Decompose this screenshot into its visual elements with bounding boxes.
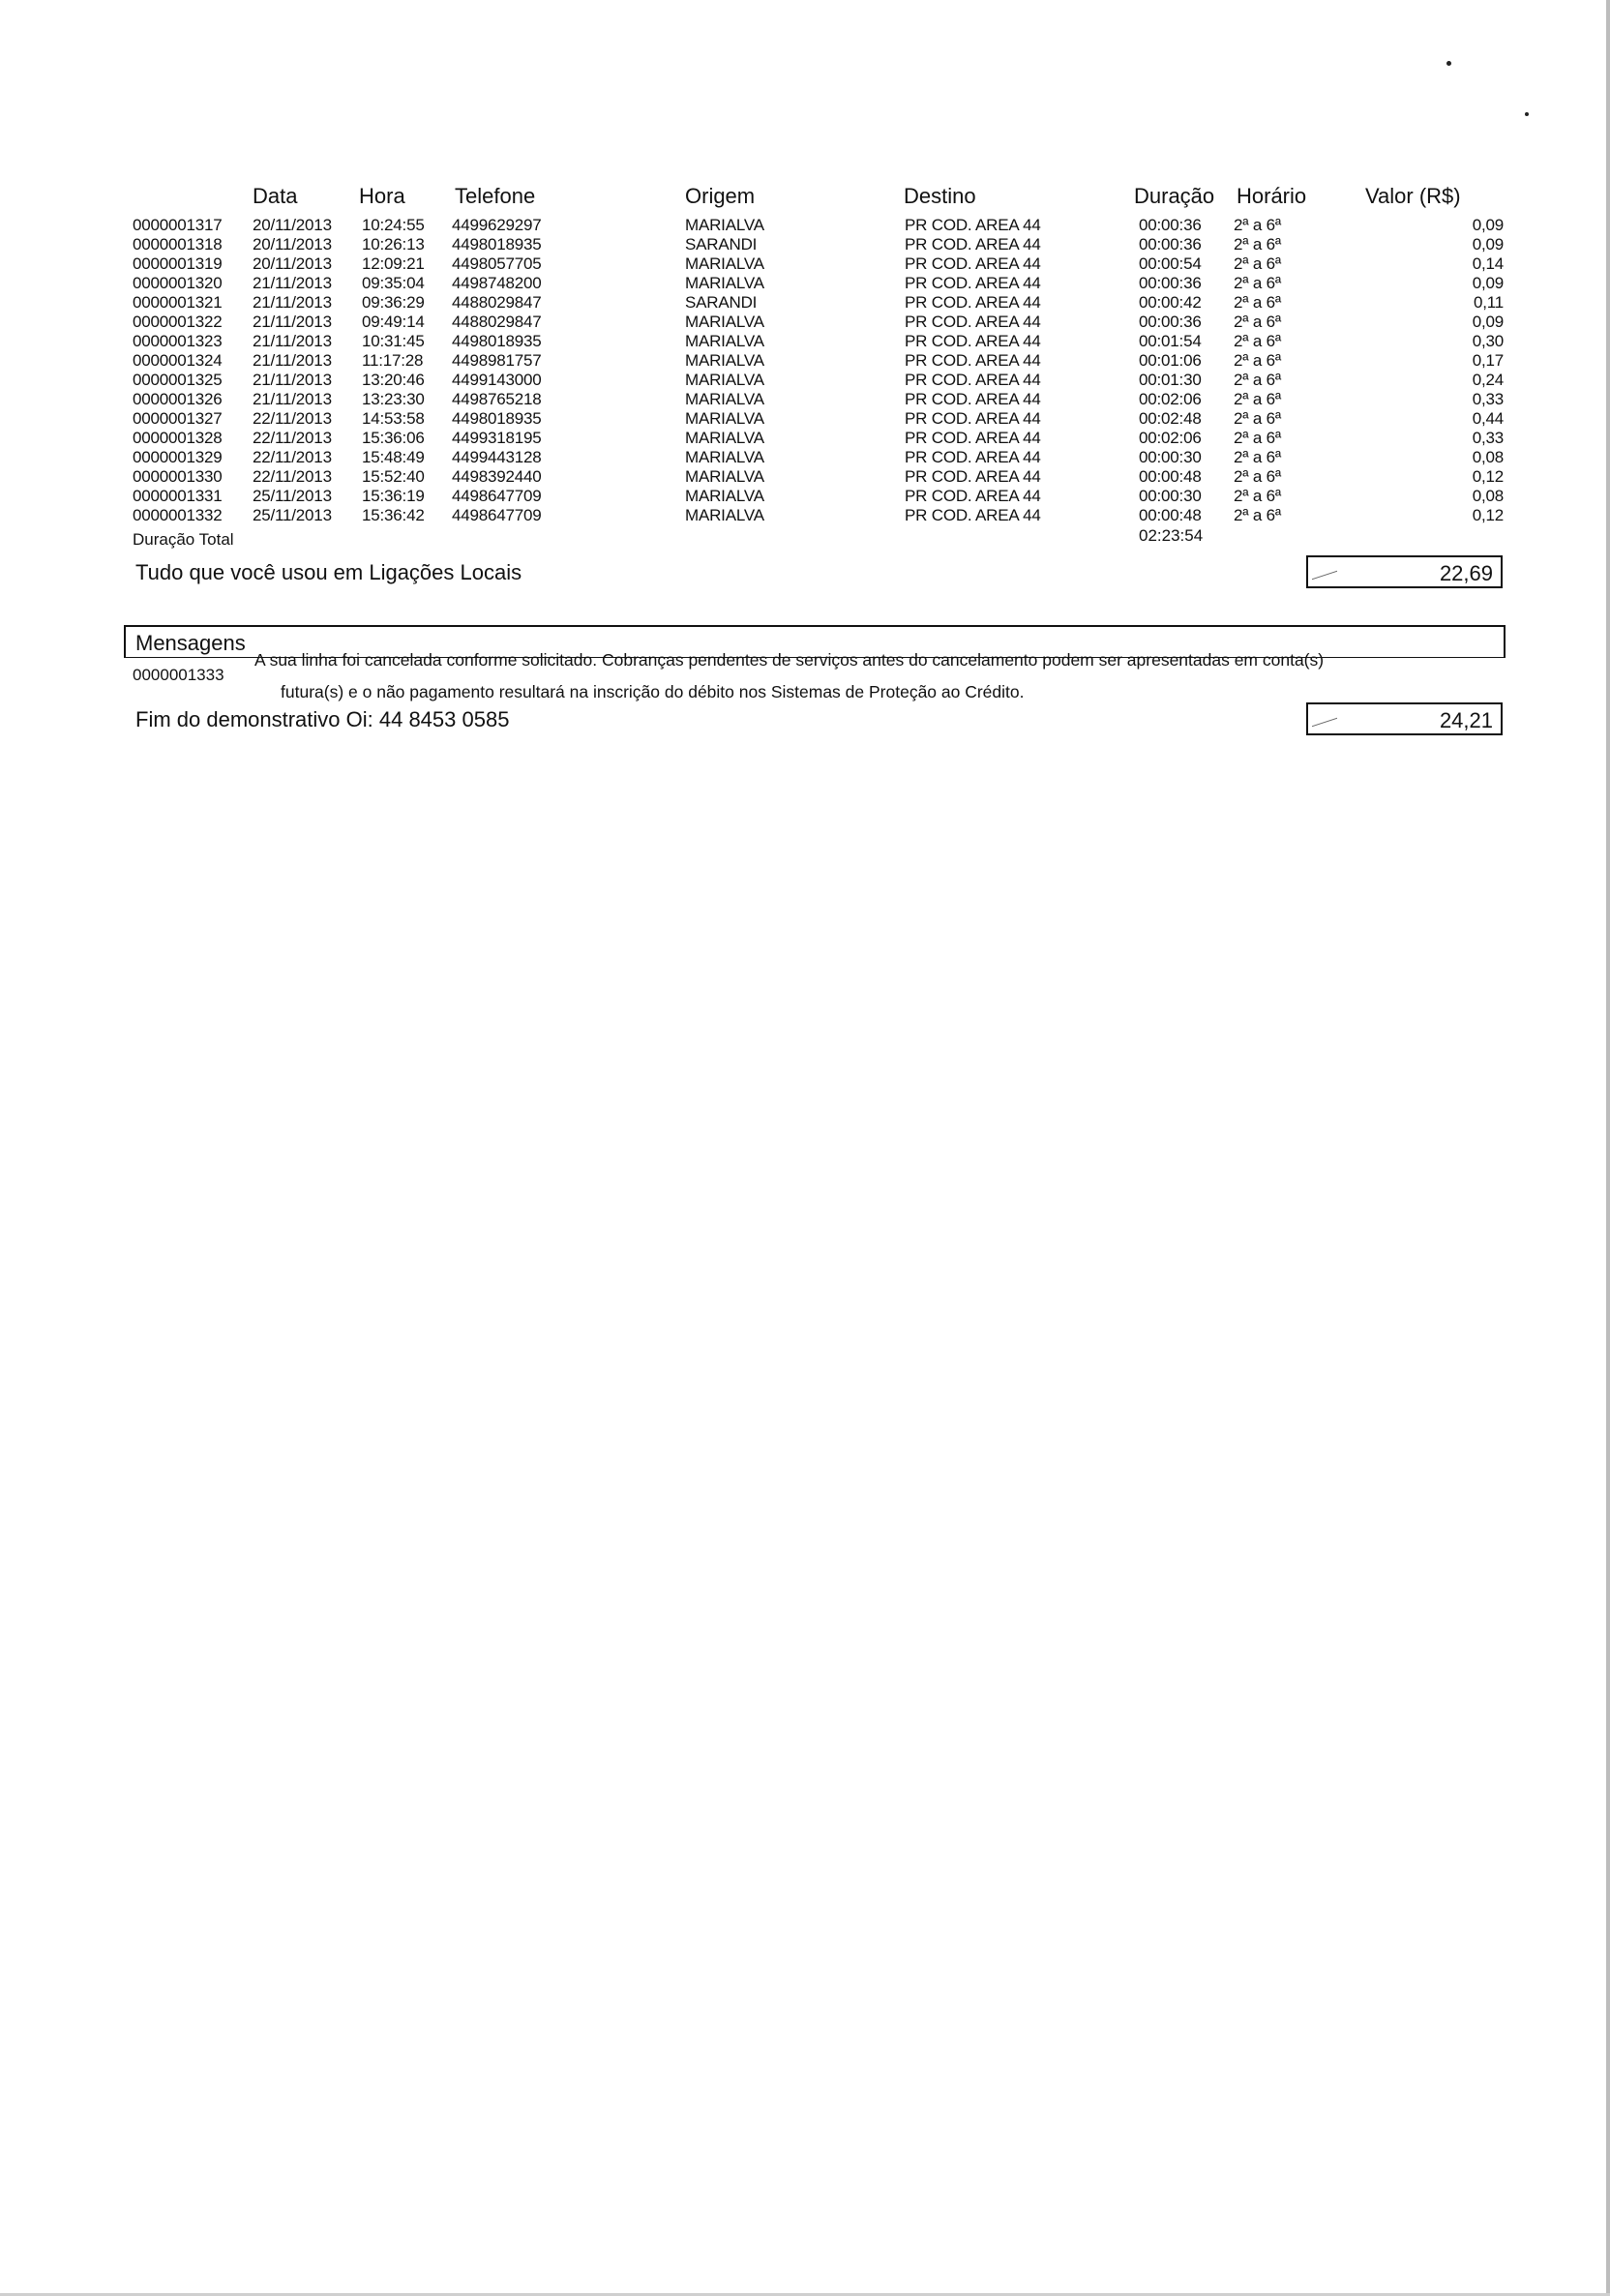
cell-date: 21/11/2013 [253,390,332,408]
cell-origin: MARIALVA [685,313,764,331]
cell-origin: MARIALVA [685,448,764,466]
local-calls-label: Tudo que você usou em Ligações Locais [135,560,522,584]
cell-date: 21/11/2013 [253,274,332,292]
message-line-2: futura(s) e o não pagamento resultará na inscrição do débito nos Sistemas de Proteção ao Crédito. [281,682,1025,701]
scan-dot [1525,112,1529,116]
box-tick-mark [1312,704,1337,727]
cell-date: 25/11/2013 [253,506,332,524]
cell-destination: PR COD. AREA 44 [905,313,1041,331]
duration-total-label: Duração Total [133,530,234,549]
cell-origin: MARIALVA [685,487,764,505]
cell-date: 21/11/2013 [253,332,332,350]
cell-schedule: 2ª a 6ª [1234,506,1281,524]
cell-value: 0,24 [1472,371,1504,389]
cell-seq: 0000001323 [133,332,223,350]
cell-value: 0,12 [1472,506,1504,524]
statement-total: 24,21 [1439,708,1493,732]
cell-phone: 4498647709 [452,487,542,505]
cell-time: 15:36:19 [362,487,425,505]
cell-date: 22/11/2013 [253,467,332,486]
cell-phone: 4499143000 [452,371,542,389]
cell-value: 0,09 [1472,274,1504,292]
cell-phone: 4498748200 [452,274,542,292]
cell-seq: 0000001322 [133,313,223,331]
header-valor: Valor (R$) [1365,184,1461,208]
cell-duration: 00:00:36 [1139,274,1202,292]
statement-total-box [1306,702,1503,735]
cell-seq: 0000001328 [133,429,223,447]
cell-schedule: 2ª a 6ª [1234,313,1281,331]
cell-date: 20/11/2013 [253,235,332,253]
cell-origin: MARIALVA [685,429,764,447]
cell-value: 0,09 [1472,216,1504,234]
cell-date: 21/11/2013 [253,313,332,331]
cell-seq: 0000001318 [133,235,223,253]
local-calls-total: 22,69 [1439,561,1493,585]
cell-time: 14:53:58 [362,409,425,428]
header-duracao: Duração [1134,184,1215,208]
cell-time: 15:48:49 [362,448,425,466]
cell-origin: MARIALVA [685,409,764,428]
header-horario: Horário [1237,184,1307,208]
cell-schedule: 2ª a 6ª [1234,409,1281,428]
cell-value: 0,08 [1472,448,1504,466]
cell-seq: 0000001317 [133,216,223,234]
cell-date: 22/11/2013 [253,448,332,466]
cell-time: 11:17:28 [362,351,424,370]
cell-date: 21/11/2013 [253,351,332,370]
cell-duration: 00:00:36 [1139,216,1202,234]
cell-date: 21/11/2013 [253,293,332,312]
cell-destination: PR COD. AREA 44 [905,390,1041,408]
cell-schedule: 2ª a 6ª [1234,371,1281,389]
statement-end-label: Fim do demonstrativo Oi: 44 8453 0585 [135,707,510,731]
cell-origin: MARIALVA [685,390,764,408]
cell-duration: 00:00:30 [1139,448,1202,466]
cell-schedule: 2ª a 6ª [1234,332,1281,350]
cell-seq: 0000001330 [133,467,223,486]
cell-destination: PR COD. AREA 44 [905,467,1041,486]
cell-date: 22/11/2013 [253,409,332,428]
cell-destination: PR COD. AREA 44 [905,487,1041,505]
cell-value: 0,09 [1472,313,1504,331]
cell-schedule: 2ª a 6ª [1234,274,1281,292]
cell-date: 20/11/2013 [253,254,332,273]
cell-seq: 0000001327 [133,409,223,428]
cell-time: 13:23:30 [362,390,425,408]
messages-title: Mensagens [135,631,246,655]
cell-phone: 4498981757 [452,351,542,370]
cell-schedule: 2ª a 6ª [1234,235,1281,253]
cell-time: 15:36:06 [362,429,425,447]
cell-value: 0,33 [1472,390,1504,408]
cell-origin: MARIALVA [685,216,764,234]
cell-seq: 0000001329 [133,448,223,466]
cell-duration: 00:02:06 [1139,429,1202,447]
cell-value: 0,33 [1472,429,1504,447]
header-telefone: Telefone [455,184,536,208]
cell-schedule: 2ª a 6ª [1234,429,1281,447]
cell-destination: PR COD. AREA 44 [905,409,1041,428]
cell-time: 09:49:14 [362,313,425,331]
cell-origin: SARANDI [685,235,758,253]
cell-origin: MARIALVA [685,254,764,273]
cell-origin: MARIALVA [685,351,764,370]
cell-schedule: 2ª a 6ª [1234,293,1281,312]
cell-destination: PR COD. AREA 44 [905,235,1041,253]
cell-date: 25/11/2013 [253,487,332,505]
header-data: Data [253,184,298,208]
cell-origin: MARIALVA [685,274,764,292]
page-edge [1606,0,1610,2296]
cell-seq: 0000001332 [133,506,223,524]
cell-destination: PR COD. AREA 44 [905,274,1041,292]
cell-time: 09:36:29 [362,293,425,312]
cell-time: 12:09:21 [362,254,425,273]
cell-date: 21/11/2013 [253,371,332,389]
cell-seq: 0000001326 [133,390,223,408]
cell-phone: 4498018935 [452,332,542,350]
cell-destination: PR COD. AREA 44 [905,351,1041,370]
cell-phone: 4498392440 [452,467,542,486]
cell-schedule: 2ª a 6ª [1234,467,1281,486]
cell-time: 10:24:55 [362,216,425,234]
cell-value: 0,30 [1472,332,1504,350]
cell-schedule: 2ª a 6ª [1234,448,1281,466]
cell-duration: 00:02:06 [1139,390,1202,408]
cell-origin: MARIALVA [685,467,764,486]
cell-duration: 00:00:30 [1139,487,1202,505]
cell-schedule: 2ª a 6ª [1234,254,1281,273]
cell-duration: 00:00:48 [1139,467,1202,486]
cell-time: 15:52:40 [362,467,425,486]
cell-duration: 00:01:06 [1139,351,1202,370]
cell-value: 0,09 [1472,235,1504,253]
cell-destination: PR COD. AREA 44 [905,448,1041,466]
cell-phone: 4498647709 [452,506,542,524]
message-line-1: A sua linha foi cancelada conforme solicitado. Cobranças pendentes de serviços antes do cancelamento podem ser apresentadas em conta(s) [254,650,1325,670]
cell-duration: 00:00:42 [1139,293,1202,312]
cell-destination: PR COD. AREA 44 [905,506,1041,524]
cell-origin: SARANDI [685,293,758,312]
cell-value: 0,17 [1472,351,1504,370]
cell-value: 0,12 [1472,467,1504,486]
header-destino: Destino [904,184,976,208]
cell-date: 22/11/2013 [253,429,332,447]
cell-time: 09:35:04 [362,274,425,292]
box-tick-mark [1312,557,1337,580]
cell-seq: 0000001331 [133,487,223,505]
cell-time: 10:31:45 [362,332,425,350]
cell-phone: 4498765218 [452,390,542,408]
cell-phone: 4499443128 [452,448,542,466]
cell-duration: 00:00:54 [1139,254,1202,273]
cell-origin: MARIALVA [685,506,764,524]
cell-seq: 0000001324 [133,351,223,370]
cell-seq: 0000001321 [133,293,223,312]
cell-seq: 0000001325 [133,371,223,389]
cell-schedule: 2ª a 6ª [1234,390,1281,408]
cell-destination: PR COD. AREA 44 [905,332,1041,350]
cell-origin: MARIALVA [685,371,764,389]
cell-time: 10:26:13 [362,235,425,253]
cell-destination: PR COD. AREA 44 [905,254,1041,273]
cell-phone: 4488029847 [452,313,542,331]
cell-seq: 0000001319 [133,254,223,273]
cell-date: 20/11/2013 [253,216,332,234]
cell-duration: 00:01:30 [1139,371,1202,389]
cell-duration: 00:01:54 [1139,332,1202,350]
cell-time: 13:20:46 [362,371,425,389]
cell-value: 0,11 [1473,293,1504,312]
cell-phone: 4498018935 [452,409,542,428]
scan-dot [1446,61,1451,66]
cell-phone: 4498057705 [452,254,542,273]
cell-phone: 4499318195 [452,429,542,447]
cell-schedule: 2ª a 6ª [1234,351,1281,370]
cell-phone: 4499629297 [452,216,542,234]
cell-destination: PR COD. AREA 44 [905,293,1041,312]
cell-destination: PR COD. AREA 44 [905,371,1041,389]
duration-total-value: 02:23:54 [1139,526,1204,545]
cell-duration: 00:00:36 [1139,313,1202,331]
header-hora: Hora [359,184,405,208]
cell-duration: 00:00:36 [1139,235,1202,253]
header-origem: Origem [685,184,756,208]
cell-schedule: 2ª a 6ª [1234,216,1281,234]
cell-origin: MARIALVA [685,332,764,350]
cell-value: 0,44 [1472,409,1504,428]
cell-phone: 4488029847 [452,293,542,312]
cell-value: 0,14 [1472,254,1504,273]
cell-schedule: 2ª a 6ª [1234,487,1281,505]
cell-value: 0,08 [1472,487,1504,505]
cell-destination: PR COD. AREA 44 [905,429,1041,447]
cell-seq: 0000001320 [133,274,223,292]
cell-duration: 00:02:48 [1139,409,1202,428]
cell-phone: 4498018935 [452,235,542,253]
cell-time: 15:36:42 [362,506,425,524]
message-seq: 0000001333 [133,666,224,684]
cell-destination: PR COD. AREA 44 [905,216,1041,234]
local-calls-total-box [1306,555,1503,588]
cell-duration: 00:00:48 [1139,506,1202,524]
